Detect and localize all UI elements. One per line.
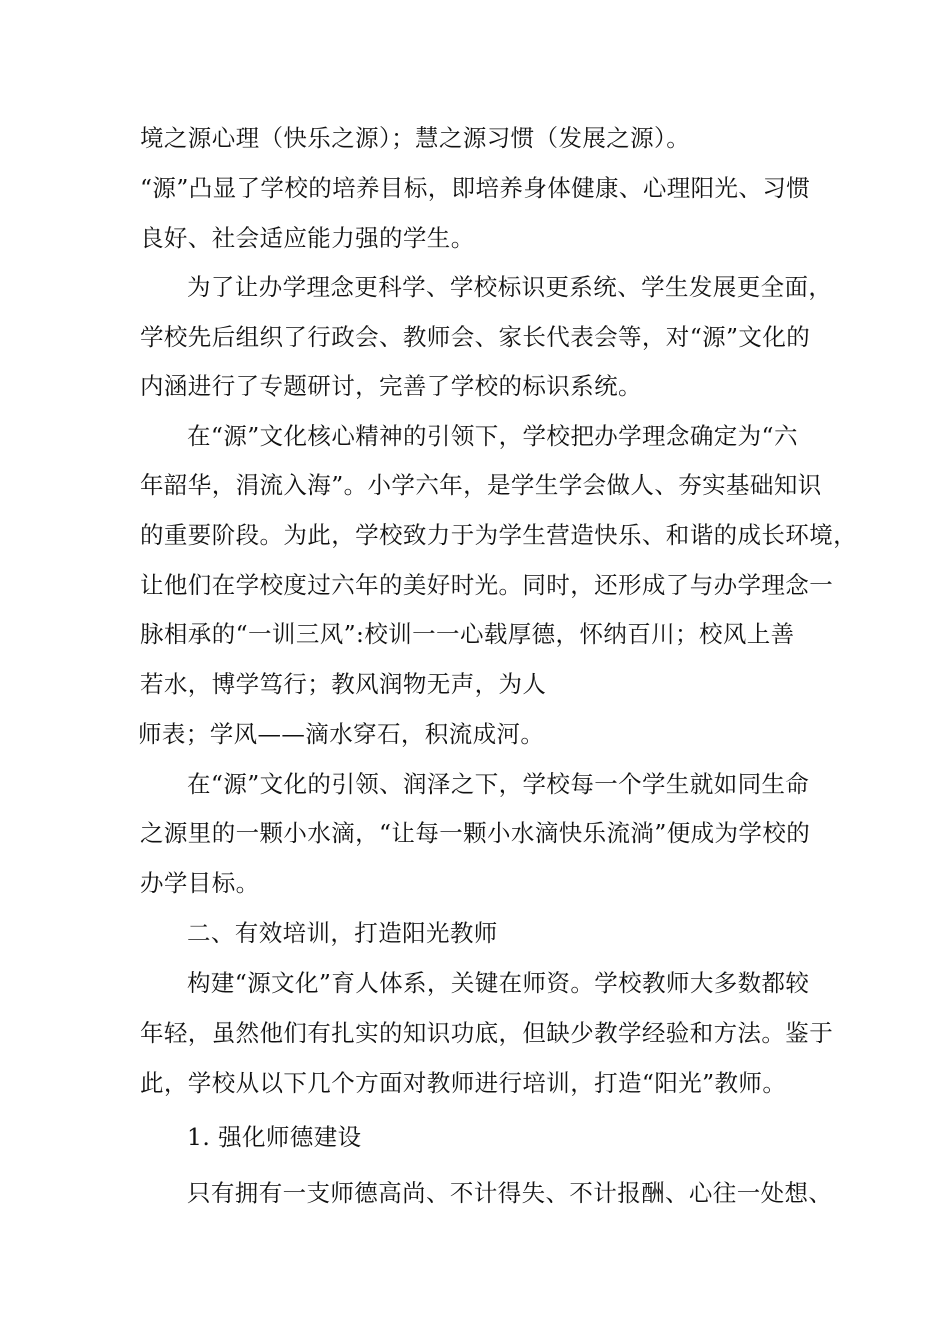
subsection-heading: 1. 强化师德建设 <box>187 1123 362 1151</box>
text-line: “源”凸显了学校的培养目标，即培养身体健康、心理阳光、习惯 <box>140 174 811 202</box>
text-line: 年韶华，涓流入海”。小学六年，是学生学会做人、夯实基础知识 <box>140 471 822 499</box>
text-line: 境之源心理（快乐之源）；慧之源习惯（发展之源）。 <box>140 124 691 152</box>
paragraph-first-line: 为了让办学理念更科学、学校标识更系统、学生发展更全面， <box>187 273 833 301</box>
paragraph-first-line: 构建“源文化”育人体系，关键在师资。学校教师大多数都较 <box>187 969 810 997</box>
paragraph-first-line: 在“源”文化的引领、润泽之下，学校每一个学生就如同生命 <box>187 770 810 798</box>
text-line: 良好、社会适应能力强的学生。 <box>140 224 475 252</box>
section-heading: 二、有效培训，打造阳光教师 <box>187 919 498 947</box>
text-line: 之源里的一颗小水滴，“让每一颗小水滴快乐流淌”便成为学校的 <box>140 819 811 847</box>
text-line: 脉相承的“一训三风”:校训一一心载厚德，怀纳百川；校风上善 <box>140 620 795 648</box>
text-line: 办学目标。 <box>140 869 260 897</box>
text-line: 年轻，虽然他们有扎实的知识功底，但缺少教学经验和方法。鉴于 <box>140 1019 834 1047</box>
text-line: 师表；学风——滴水穿石，积流成河。 <box>138 720 545 748</box>
text-line: 若水，博学笃行；教风润物无声，为人 <box>140 670 547 698</box>
text-line: 此，学校从以下几个方面对教师进行培训，打造“阳光”教师。 <box>140 1069 787 1097</box>
text-line: 的重要阶段。为此，学校致力于为学生营造快乐、和谐的成长环境， <box>140 521 857 549</box>
text-line: 学校先后组织了行政会、教师会、家长代表会等，对“源”文化的 <box>140 323 811 351</box>
text-line: 让他们在学校度过六年的美好时光。同时，还形成了与办学理念一 <box>140 571 834 599</box>
text-line: 内涵进行了专题研讨，完善了学校的标识系统。 <box>140 372 642 400</box>
paragraph-first-line: 只有拥有一支师德高尚、不计得失、不计报酬、心往一处想、 <box>187 1179 833 1207</box>
paragraph-first-line: 在“源”文化核心精神的引领下，学校把办学理念确定为“六 <box>187 422 798 450</box>
